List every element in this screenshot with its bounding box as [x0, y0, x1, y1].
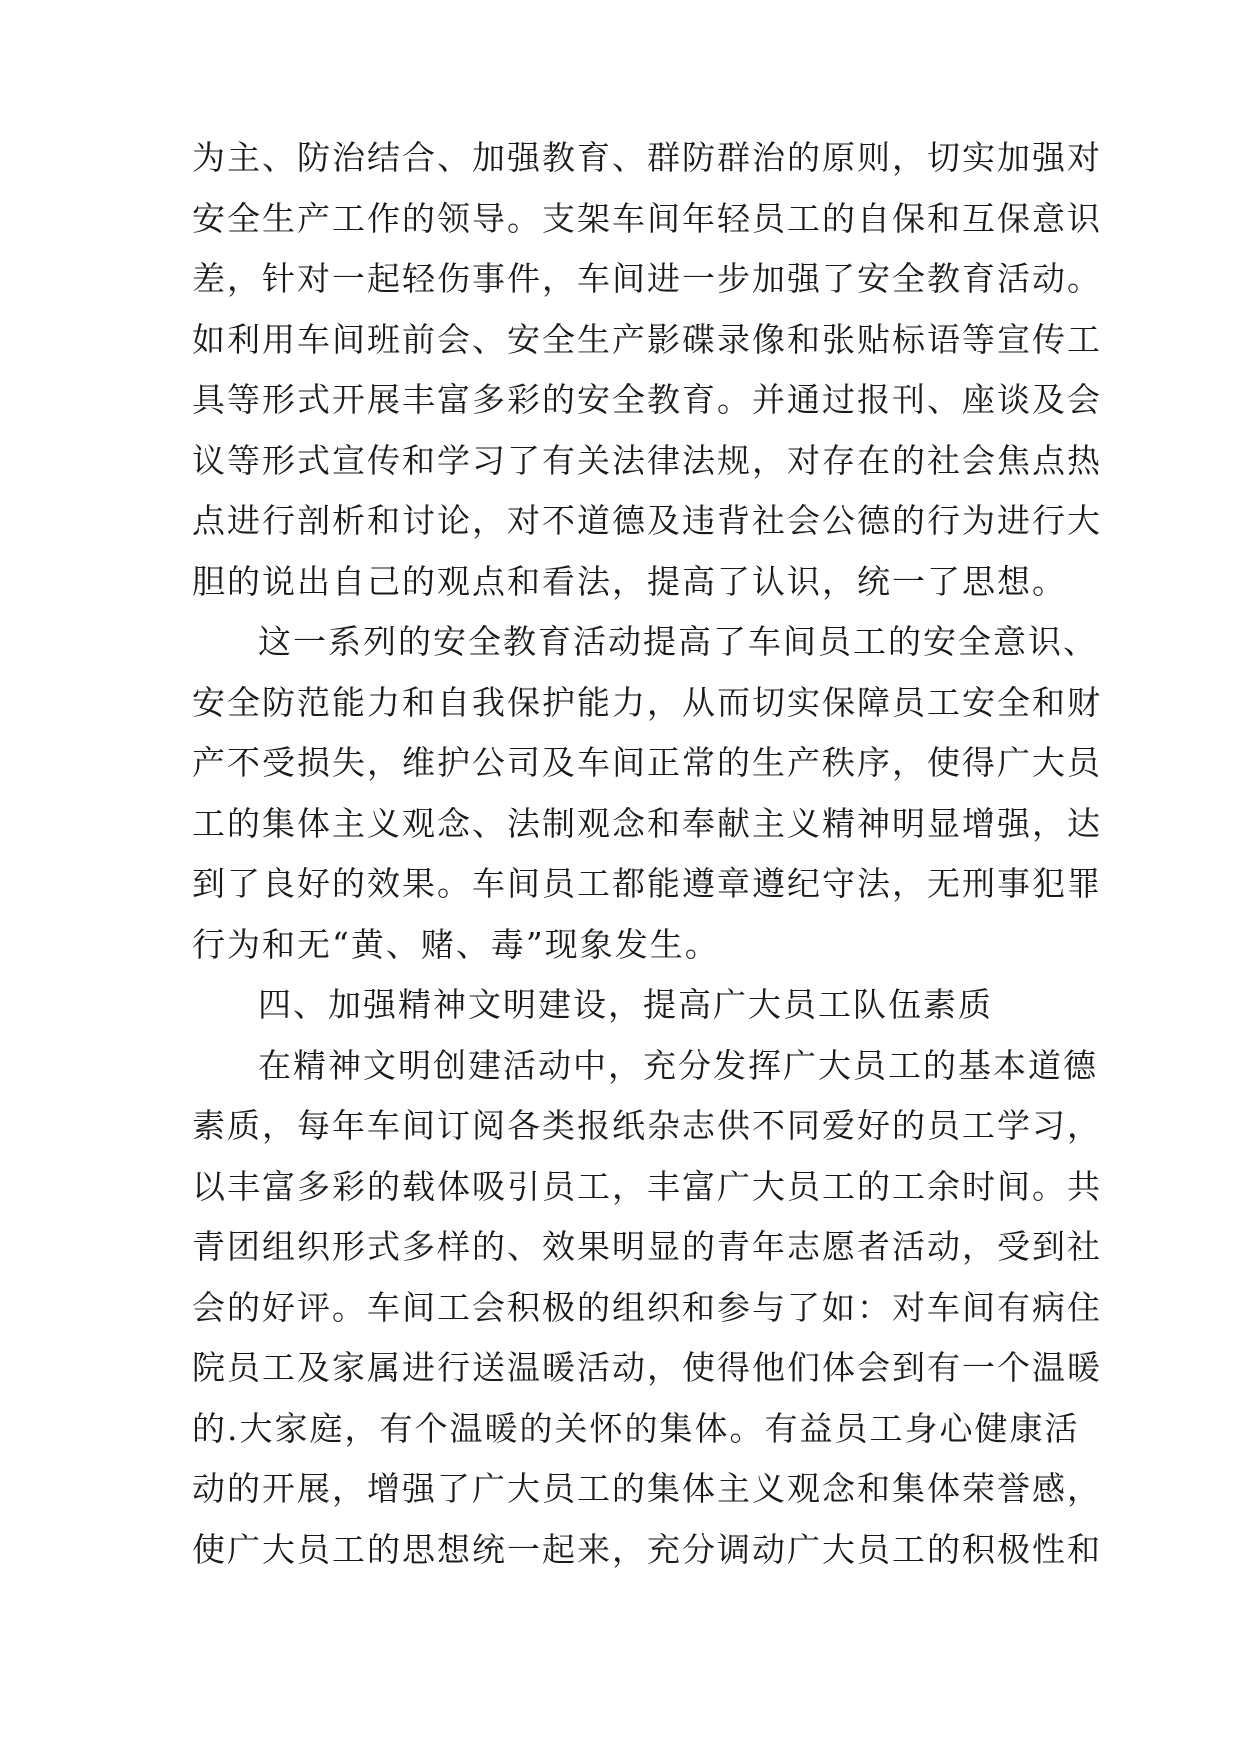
text-line: 青团组织形式多样的、效果明显的青年志愿者活动，受到社	[192, 1227, 1102, 1266]
text-line: 会的好评。车间工会积极的组织和参与了如：对车间有病住	[192, 1287, 1102, 1327]
text-line: 安全生产工作的领导。支架车间年轻员工的自保和互保意识	[192, 198, 1102, 238]
text-line: 动的开展，增强了广大员工的集体主义观念和集体荣誉感，	[192, 1469, 1102, 1508]
text-line: 具等形式开展丰富多彩的安全教育。并通过报刊、座谈及会	[192, 380, 1102, 419]
text-line: 素质，每年车间订阅各类报纸杂志供不同爱好的员工学习，	[192, 1106, 1102, 1145]
text-line: 差，针对一起轻伤事件，车间进一步加强了安全教育活动。	[192, 259, 1102, 298]
text-line: 工的集体主义观念、法制观念和奉献主义精神明显增强，达	[192, 803, 1102, 843]
text-line: 如利用车间班前会、安全生产影碟录像和张贴标语等宣传工	[192, 319, 1102, 359]
text-line: 到了良好的效果。车间员工都能遵章遵纪守法，无刑事犯罪	[192, 864, 1102, 903]
text-line: 安全防范能力和自我保护能力，从而切实保障员工安全和财	[192, 682, 1102, 722]
text-line: 院员工及家属进行送温暖活动，使得他们体会到有一个温暖	[192, 1348, 1102, 1387]
text-line: 在精神文明创建活动中，充分发挥广大员工的基本道德	[258, 1045, 1098, 1085]
text-line: 以丰富多彩的载体吸引员工，丰富广大员工的工余时间。共	[192, 1166, 1102, 1206]
text-line: 点进行剖析和讨论，对不道德及违背社会公德的行为进行大	[192, 501, 1102, 540]
text-line: 产不受损失，维护公司及车间正常的生产秩序，使得广大员	[192, 743, 1102, 782]
text-line: 为主、防治结合、加强教育、群防群治的原则，切实加强对	[192, 138, 1102, 177]
text-line: 议等形式宣传和学习了有关法律法规，对存在的社会焦点热	[192, 440, 1102, 480]
text-line: 胆的说出自己的观点和看法，提高了认识，统一了思想。	[192, 561, 1067, 601]
text-line: 这一系列的安全教育活动提高了车间员工的安全意识、	[258, 622, 1098, 661]
document-body	[192, 128, 1102, 1580]
text-line: 行为和无“黄、赌、毒”现象发生。	[192, 924, 720, 964]
text-line: 的.大家庭，有个温暖的关怀的集体。有益员工身心健康活	[192, 1408, 1080, 1448]
text-line: 四、加强精神文明建设，提高广大员工队伍素质	[258, 985, 993, 1024]
text-line: 使广大员工的思想统一起来，充分调动广大员工的积极性和	[192, 1529, 1102, 1569]
